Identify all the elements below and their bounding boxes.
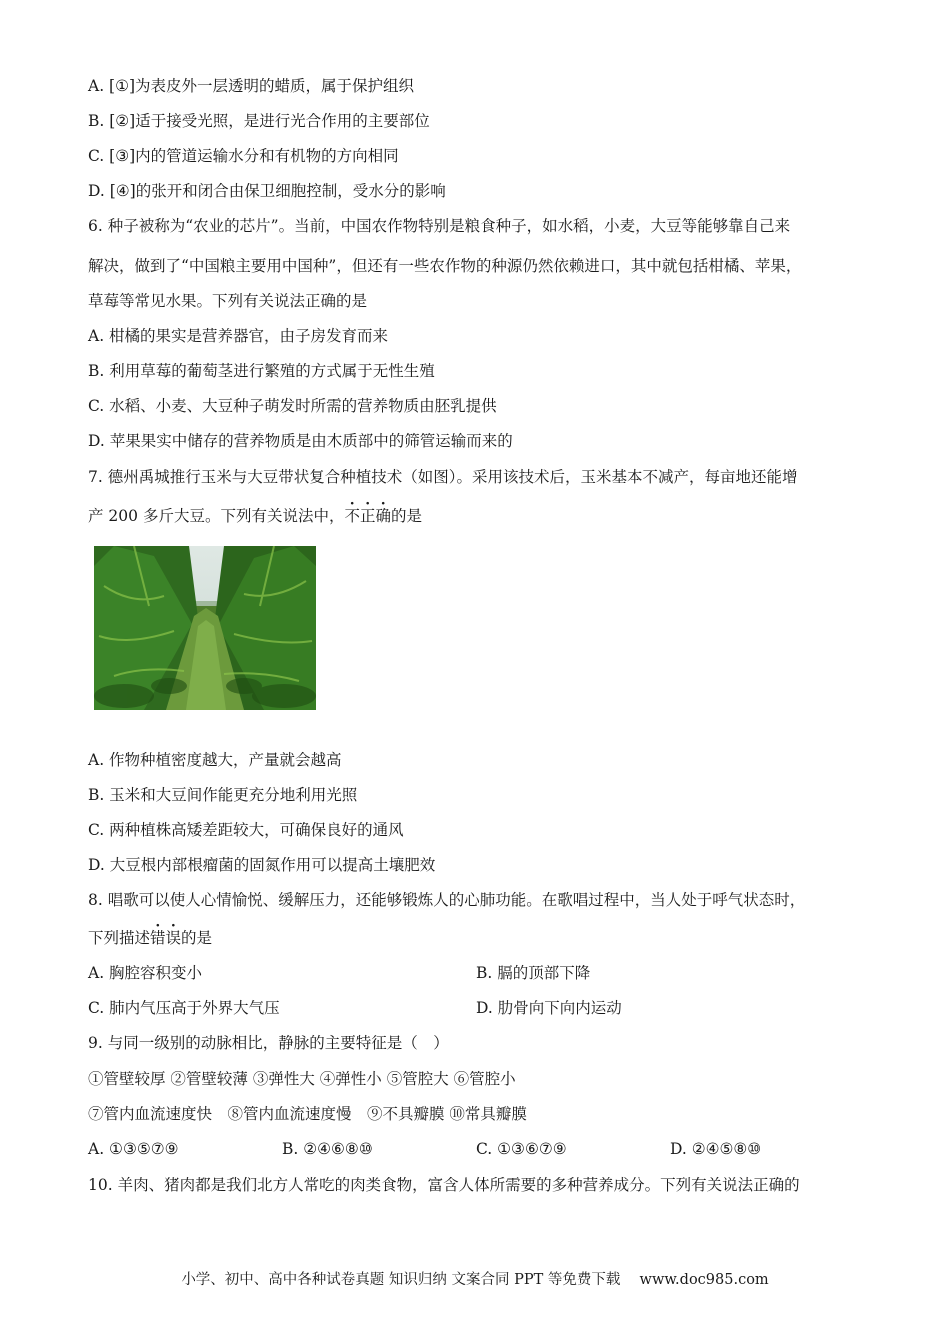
q7-option-d: D. 大豆根内部根瘤菌的固氮作用可以提高土壤肥效 bbox=[88, 856, 436, 874]
q8-option-a: A. 胸腔容积变小 bbox=[88, 964, 203, 982]
q8-option-b: B. 膈的顶部下降 bbox=[476, 964, 591, 982]
q7-emphasis-char: 确 bbox=[375, 507, 391, 525]
q7-option-a: A. 作物种植密度越大，产量就会越高 bbox=[88, 751, 342, 769]
intercropping-photo bbox=[94, 546, 316, 710]
q8-stem-text: 下列描述 bbox=[88, 929, 151, 947]
q7-stem-tail: 的是 bbox=[391, 507, 423, 525]
q10-stem-line-1: 10. 羊肉、猪肉都是我们北方人常吃的肉类食物，富含人体所需要的多种营养成分。下列有关说法正确的 bbox=[88, 1176, 800, 1194]
q9-option-d: D. ②④⑤⑧⑩ bbox=[670, 1140, 762, 1158]
q7-emphasis-char: 不 bbox=[344, 507, 360, 525]
q5-option-b: B. [②]适于接受光照，是进行光合作用的主要部位 bbox=[88, 112, 430, 130]
q6-stem-line-2: 解决，做到了“中国粮主要用中国种”，但还有一些农作物的种源仍然依赖进口，其中就包括柑橘、苹果， bbox=[88, 257, 802, 275]
q8-stem-tail: 的是 bbox=[181, 929, 213, 947]
q9-option-a: A. ①③⑤⑦⑨ bbox=[88, 1140, 179, 1158]
q7-stem-line-1: 7. 德州禹城推行玉米与大豆带状复合种植技术（如图）。采用该技术后，玉米基本不减产，每亩地还能增 bbox=[88, 468, 798, 486]
q8-stem-line-2 bbox=[88, 928, 212, 948]
q5-option-a: A. [①]为表皮外一层透明的蜡质，属于保护组织 bbox=[88, 77, 415, 95]
q7-option-c: C. 两种植株高矮差距较大，可确保良好的通风 bbox=[88, 821, 404, 839]
page-footer: 小学、初中、高中各种试卷真题 知识归纳 文案合同 PPT 等免费下载 www.doc985.com bbox=[181, 1272, 769, 1288]
q6-stem-line-3: 草莓等常见水果。下列有关说法正确的是 bbox=[88, 292, 368, 310]
corn-soybean-field-image bbox=[94, 546, 316, 710]
q7-stem-text: 产 200 多斤大豆。下列有关说法中， bbox=[88, 507, 345, 525]
q7-emphasis bbox=[344, 507, 391, 525]
q6-option-d: D. 苹果果实中储存的营养物质是由木质部中的筛管运输而来的 bbox=[88, 432, 513, 450]
q7-emphasis-char: 正 bbox=[359, 507, 376, 525]
q8-option-c: C. 肺内气压高于外界大气压 bbox=[88, 999, 280, 1017]
q8-emphasis-char: 错 bbox=[150, 929, 166, 947]
q8-stem-line-1: 8. 唱歌可以使人心情愉悦、缓解压力，还能够锻炼人的心肺功能。在歌唱过程中，当人处于呼气状态时， bbox=[88, 891, 806, 909]
q6-option-b: B. 利用草莓的葡萄茎进行繁殖的方式属于无性生殖 bbox=[88, 362, 435, 380]
q9-option-b: B. ②④⑥⑧⑩ bbox=[282, 1140, 373, 1158]
q9-option-c: C. ①③⑥⑦⑨ bbox=[476, 1140, 567, 1158]
q9-items-line-1: ①管壁较厚 ②管壁较薄 ③弹性大 ④弹性小 ⑤管腔大 ⑥管腔小 bbox=[88, 1070, 516, 1088]
q9-items-line-2: ⑦管内血流速度快 ⑧管内血流速度慢 ⑨不具瓣膜 ⑩常具瓣膜 bbox=[88, 1105, 527, 1123]
q8-emphasis-char: 误 bbox=[165, 929, 182, 947]
q8-emphasis bbox=[150, 929, 181, 947]
q7-option-b: B. 玉米和大豆间作能更充分地利用光照 bbox=[88, 786, 358, 804]
q6-option-a: A. 柑橘的果实是营养器官，由子房发育而来 bbox=[88, 327, 389, 345]
q8-option-d: D. 肋骨向下向内运动 bbox=[476, 999, 622, 1017]
q6-stem-line-1: 6. 种子被称为“农业的芯片”。当前，中国农作物特别是粮食种子，如水稻，小麦，大豆等能够靠自己来 bbox=[88, 217, 791, 235]
q9-stem: 9. 与同一级别的动脉相比，静脉的主要特征是（ ） bbox=[88, 1034, 449, 1052]
q6-option-c: C. 水稻、小麦、大豆种子萌发时所需的营养物质由胚乳提供 bbox=[88, 397, 497, 415]
q5-option-d: D. [④]的张开和闭合由保卫细胞控制，受水分的影响 bbox=[88, 182, 446, 200]
q5-option-c: C. [③]内的管道运输水分和有机物的方向相同 bbox=[88, 147, 399, 165]
q7-stem-line-2 bbox=[88, 506, 422, 526]
